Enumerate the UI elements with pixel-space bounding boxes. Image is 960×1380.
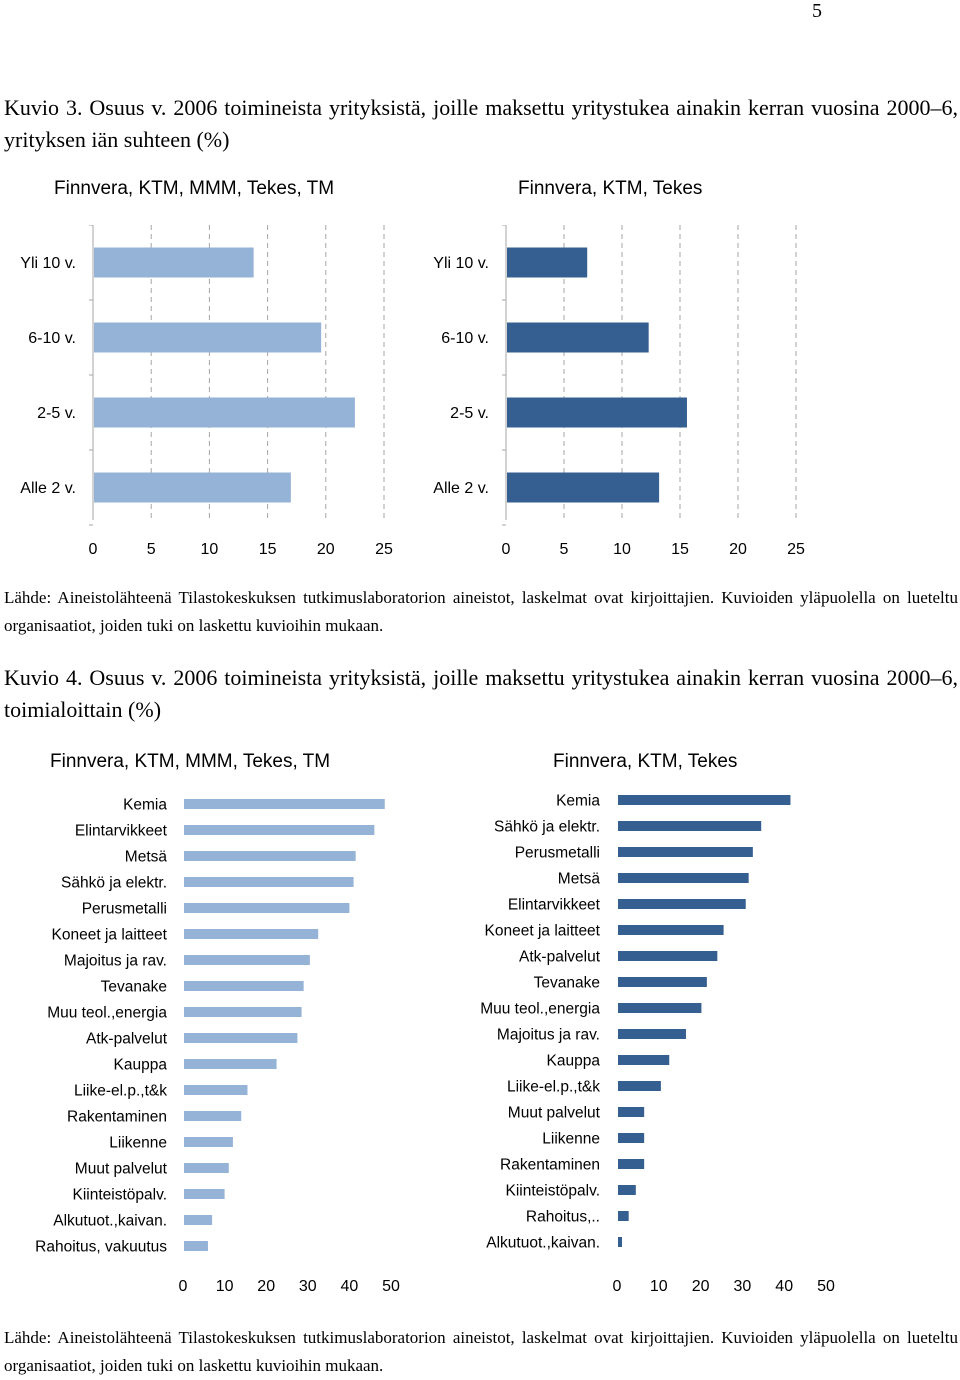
- bar: [618, 1133, 644, 1143]
- x-tick-label: 0: [178, 1278, 188, 1295]
- bar: [618, 899, 746, 909]
- bar: [94, 323, 321, 353]
- figure-4-left-title: Finnvera, KTM, MMM, Tekes, TM: [50, 751, 331, 772]
- category-label: Yli 10 v.: [20, 255, 76, 273]
- x-tick-label: 10: [613, 541, 631, 558]
- x-tick-label: 15: [258, 541, 277, 558]
- category-label: Perusmetalli: [514, 844, 600, 862]
- bar: [184, 1033, 297, 1043]
- bar: [507, 248, 587, 278]
- figure-4-chart: [0, 780, 960, 1310]
- bar: [507, 473, 659, 503]
- x-tick-label: 20: [691, 1278, 710, 1295]
- bar: [184, 903, 349, 913]
- bar: [184, 1215, 212, 1225]
- bar: [184, 1163, 229, 1173]
- bar: [184, 955, 310, 965]
- x-tick-label: 10: [649, 1278, 668, 1295]
- category-label: Tevanake: [100, 978, 167, 996]
- x-tick-label: 10: [200, 541, 219, 558]
- figure-3-left-chart: [20, 225, 393, 558]
- category-label: Alkutuot.,kaivan.: [486, 1234, 600, 1252]
- category-label: Liike-el.p.,t&k: [73, 1082, 167, 1100]
- category-label: 6-10 v.: [28, 330, 76, 348]
- category-label: Elintarvikkeet: [507, 896, 600, 914]
- category-label: Kiinteistöpalv.: [505, 1182, 600, 1200]
- x-tick-label: 20: [316, 541, 335, 558]
- x-tick-label: 5: [146, 541, 156, 558]
- category-label: Metsä: [557, 870, 600, 888]
- category-label: Kauppa: [113, 1056, 167, 1074]
- category-label: Kemia: [556, 792, 600, 810]
- category-label: 6-10 v.: [441, 330, 489, 348]
- figure-3-left-title: Finnvera, KTM, MMM, Tekes, TM: [54, 178, 335, 199]
- figure-4-left-chart: [35, 796, 400, 1295]
- category-label: Alle 2 v.: [20, 480, 76, 498]
- category-label: Muut palvelut: [74, 1160, 167, 1178]
- bar: [184, 825, 374, 835]
- category-label: Koneet ja laitteet: [484, 922, 600, 940]
- bar: [618, 1055, 669, 1065]
- x-tick-label: 40: [340, 1278, 359, 1295]
- bar: [184, 1085, 247, 1095]
- x-tick-label: 0: [612, 1278, 622, 1295]
- figure-4-right-title: Finnvera, KTM, Tekes: [553, 751, 738, 772]
- x-tick-label: 20: [257, 1278, 276, 1295]
- category-label: Metsä: [124, 848, 167, 866]
- x-tick-label: 30: [298, 1278, 317, 1295]
- category-label: 2-5 v.: [450, 405, 489, 423]
- bar: [94, 398, 355, 428]
- category-label: Liikenne: [109, 1134, 167, 1152]
- bar: [618, 873, 749, 883]
- bar: [184, 981, 304, 991]
- bar: [184, 851, 356, 861]
- bar: [184, 1189, 225, 1199]
- bar: [618, 951, 717, 961]
- x-tick-label: 30: [733, 1278, 752, 1295]
- x-tick-label: 0: [88, 541, 98, 558]
- figure-4-source: Lähde: Aineistolähteenä Tilastokeskuksen tutkimuslaboratorion aineistot, laskelmat ovat kirjoittajien. Kuvioiden yläpuolella on lueteltu organisaatiot, joiden tuki on laskettu kuvioihin mukaan.: [4, 1328, 958, 1375]
- category-label: Rahoitus,..: [525, 1208, 600, 1226]
- category-label: Perusmetalli: [81, 900, 167, 918]
- category-label: Liikenne: [542, 1130, 600, 1148]
- category-label: Kauppa: [546, 1052, 600, 1070]
- x-tick-label: 50: [817, 1278, 835, 1295]
- bar: [618, 795, 790, 805]
- x-tick-label: 25: [787, 541, 805, 558]
- category-label: Majoitus ja rav.: [496, 1026, 600, 1044]
- category-label: Rahoitus, vakuutus: [35, 1238, 167, 1256]
- category-label: Atk-palvelut: [519, 948, 600, 966]
- bar: [184, 1059, 277, 1069]
- page-number: 5: [812, 0, 822, 22]
- bar: [184, 877, 354, 887]
- bar: [618, 1029, 686, 1039]
- bar: [618, 1159, 644, 1169]
- bar: [507, 323, 649, 353]
- figure-4-right-chart: [480, 792, 835, 1295]
- x-tick-label: 5: [559, 541, 569, 558]
- category-label: Rakentaminen: [500, 1156, 600, 1174]
- figure-4-caption: Kuvio 4. Osuus v. 2006 toimineista yrityksistä, joille maksettu yritystukea ainakin kerran vuosina 2000–6, toimialoittain (%): [4, 665, 958, 722]
- bar: [507, 398, 687, 428]
- category-label: Koneet ja laitteet: [51, 926, 167, 944]
- figure-3-right-chart: [433, 225, 805, 558]
- category-label: Yli 10 v.: [433, 255, 489, 273]
- category-label: Sähkö ja elektr.: [61, 874, 167, 892]
- bar: [618, 821, 761, 831]
- category-label: Alle 2 v.: [433, 480, 489, 498]
- category-label: Rakentaminen: [67, 1108, 167, 1126]
- category-label: Elintarvikkeet: [74, 822, 167, 840]
- category-label: Muu teol.,energia: [480, 1000, 600, 1018]
- bar: [618, 1211, 629, 1221]
- x-tick-label: 15: [671, 541, 689, 558]
- x-tick-label: 40: [775, 1278, 794, 1295]
- x-tick-label: 20: [729, 541, 747, 558]
- bar: [184, 799, 385, 809]
- bar: [94, 473, 291, 503]
- category-label: Liike-el.p.,t&k: [506, 1078, 600, 1096]
- x-tick-label: 25: [375, 541, 393, 558]
- bar: [184, 929, 318, 939]
- category-label: 2-5 v.: [37, 405, 76, 423]
- bar: [618, 1237, 622, 1247]
- figure-3-caption: Kuvio 3. Osuus v. 2006 toimineista yrityksistä, joille maksettu yritystukea ainakin kerran vuosina 2000–6, yrityksen iän suhteen (%): [4, 95, 958, 152]
- bar: [618, 1081, 661, 1091]
- bar: [618, 847, 753, 857]
- category-label: Alkutuot.,kaivan.: [53, 1212, 167, 1230]
- category-label: Atk-palvelut: [86, 1030, 167, 1048]
- bar: [184, 1137, 233, 1147]
- category-label: Sähkö ja elektr.: [494, 818, 600, 836]
- category-label: Muut palvelut: [507, 1104, 600, 1122]
- figure-3-chart: [0, 225, 960, 565]
- bar: [618, 1107, 644, 1117]
- x-tick-label: 50: [382, 1278, 400, 1295]
- x-tick-label: 10: [215, 1278, 234, 1295]
- bar: [184, 1241, 208, 1251]
- category-label: Tevanake: [533, 974, 600, 992]
- x-tick-label: 0: [501, 541, 511, 558]
- category-label: Muu teol.,energia: [47, 1004, 167, 1022]
- bar: [184, 1007, 302, 1017]
- bar: [184, 1111, 241, 1121]
- bar: [618, 1003, 701, 1013]
- category-label: Majoitus ja rav.: [63, 952, 167, 970]
- bar: [618, 977, 707, 987]
- bar: [618, 1185, 636, 1195]
- figure-3-right-title: Finnvera, KTM, Tekes: [518, 178, 703, 199]
- bar: [618, 925, 724, 935]
- category-label: Kiinteistöpalv.: [72, 1186, 167, 1204]
- category-label: Kemia: [123, 796, 167, 814]
- bar: [94, 248, 254, 278]
- figure-3-source: Lähde: Aineistolähteenä Tilastokeskuksen tutkimuslaboratorion aineistot, laskelmat ovat kirjoittajien. Kuvioiden yläpuolella on lueteltu organisaatiot, joiden tuki on laskettu kuvioihin mukaan.: [4, 588, 958, 635]
